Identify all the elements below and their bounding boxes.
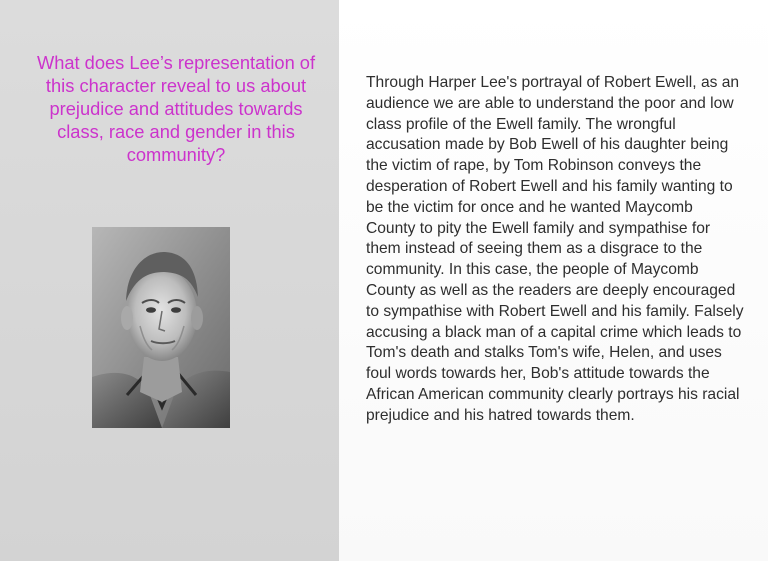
left-panel: [0, 0, 339, 561]
answer-paragraph: Through Harper Lee's portrayal of Robert Ewell, as an audience we are able to understand the poor and low class profile of the Ewell family. The wrongful accusation made by Bob Ewell of his daughter being the victim of rape, by Tom Robinson conveys the desperation of Robert Ewell and his family wanting to be the victim for once and he wanted Maycomb County to pity the Ewell family and sympathise for them instead of seeing them as a disgrace to the community. In this case, the people of Maycomb County as well as the readers are deeply encouraged to sympathise with Robert Ewell and his family. Falsely accusing a black man of a capital crime which leads to Tom's death and stalks Tom's wife, Helen, and uses foul words towards her, Bob's attitude towards the African American community clearly portrays his racial prejudice and his hatred towards them.: [366, 74, 744, 424]
question-heading: What does Lee’s representation of this character reveal to us about prejudice and attitudes towards class, race and gender in this community?: [36, 52, 316, 165]
character-portrait: [92, 227, 230, 428]
